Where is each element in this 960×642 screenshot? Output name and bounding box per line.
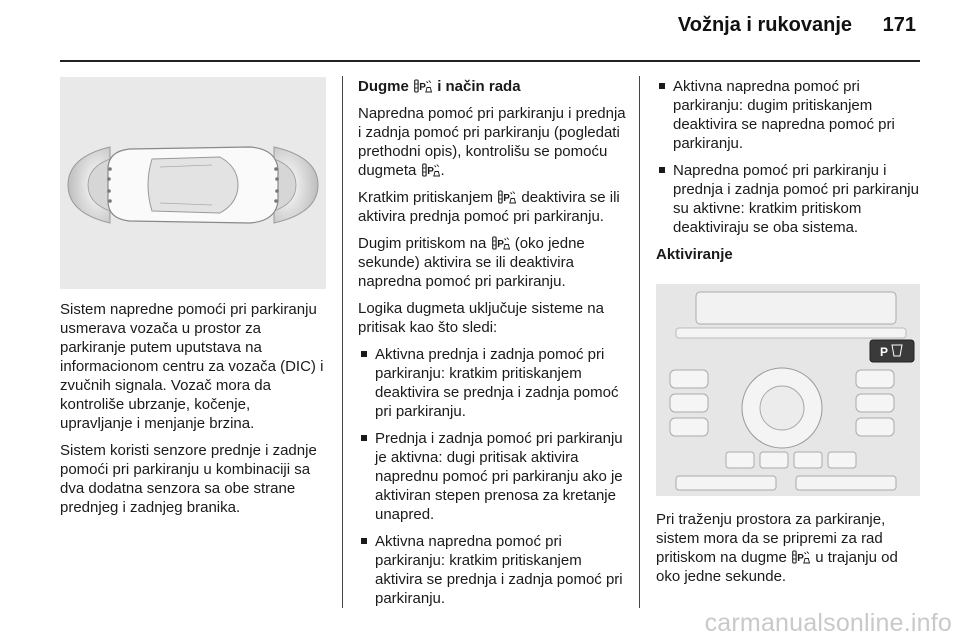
list-item: Prednja i zadnja pomoć pri parkiranju je aktivna: dugi pritisak aktivira naprednu pomoć pri parkiranju ako je aktiviran stepen prenosa za kretanje unapred. (358, 429, 628, 524)
park-assist-button-icon (492, 236, 510, 250)
header-divider (60, 60, 920, 62)
logic-paragraph: Logika dugmeta uključuje sisteme na pritisak kao što sledi: (358, 300, 604, 336)
long-press-paragraph (358, 234, 628, 291)
logic-list (358, 345, 628, 608)
svg-text:P: P (880, 345, 889, 359)
park-assist-button-icon (498, 190, 516, 204)
short-press-paragraph (358, 188, 628, 226)
heading-prefix: Dugme (358, 78, 409, 95)
watermark: carmanualsonline.info (704, 609, 952, 637)
activation-heading: Aktiviranje (656, 246, 733, 263)
page-header (0, 0, 960, 62)
column-divider (639, 76, 640, 608)
intro-paragraph: Sistem napredne pomoći pri parkiranju usmerava vozača u prostor za parkiranje putem uputstava na informacionom centru za vozača (DIC) i zvučnih signala. Vozač mora da kontroliše ubrzanje, kočenje, upravljanje i menjanje brzina. (60, 301, 324, 432)
activation-text (656, 510, 920, 594)
park-assist-button-icon (414, 79, 432, 93)
heading-suffix: i način rada (437, 78, 521, 95)
long-press-text: Dugim pritiskom na (358, 235, 487, 252)
activation-text-start: Pri traženju prostora za parkiranje, sistem mora da se pripremi za rad pritiskom na dugme (656, 511, 886, 566)
activation-text-end: u trajanju od oko jedne sekunde. (656, 549, 898, 585)
control-text: Napredna pomoć pri parkiranju i prednja i zadnja pomoć pri parkiranju (pogledati prethodni opis), kontrolišu se pomoću dugmeta (358, 105, 626, 179)
short-press-text-end: deaktivira se ili aktivira prednja pomoć pri parkiranju. (358, 189, 620, 225)
list-item: Aktivna prednja i zadnja pomoć pri parkiranju: kratkim pritiskanjem deaktivira se prednja i zadnja pomoć pri parkiranju. (358, 345, 628, 421)
activation-paragraph (656, 510, 920, 586)
page-title: Vožnja i rukovanje (677, 14, 852, 36)
list-item: Aktivna napredna pomoć pri parkiranju: dugim pritiskanjem deaktivira se napredna pomoć pri parkiranju. (656, 77, 920, 153)
park-assist-button-icon (792, 550, 810, 564)
control-text-end: . (440, 162, 445, 179)
column-divider (342, 76, 343, 608)
page-number: 171 (882, 14, 916, 36)
right-column (656, 77, 920, 272)
middle-column (358, 77, 628, 616)
long-press-text-end: (oko jedne sekunde) aktivira se ili deaktivira napredna pomoć pri parkiranju. (358, 235, 585, 290)
list-item: Aktivna napredna pomoć pri parkiranju: kratkim pritiskanjem aktivira se prednja i zadnja pomoć pri parkiranju. (358, 532, 628, 608)
center-console-illustration (656, 284, 920, 496)
logic-list-continued (656, 77, 920, 237)
list-item: Napredna pomoć pri parkiranju i prednja i zadnja pomoć pri parkiranju su aktivne: kratkim pritiskom deaktiviraju se oba sistema. (656, 161, 920, 237)
car-parking-sensors-illustration (60, 77, 326, 289)
control-paragraph (358, 104, 628, 180)
short-press-text: Kratkim pritiskanjem (358, 189, 494, 206)
sensors-paragraph: Sistem koristi senzore prednje i zadnje pomoći pri parkiranju u kombinaciji sa dva dodatna senzora sa obe strane prednjeg i zadnjeg branika. (60, 442, 317, 516)
left-column (60, 300, 326, 525)
park-assist-button-icon (422, 163, 440, 177)
section-heading (358, 77, 628, 96)
